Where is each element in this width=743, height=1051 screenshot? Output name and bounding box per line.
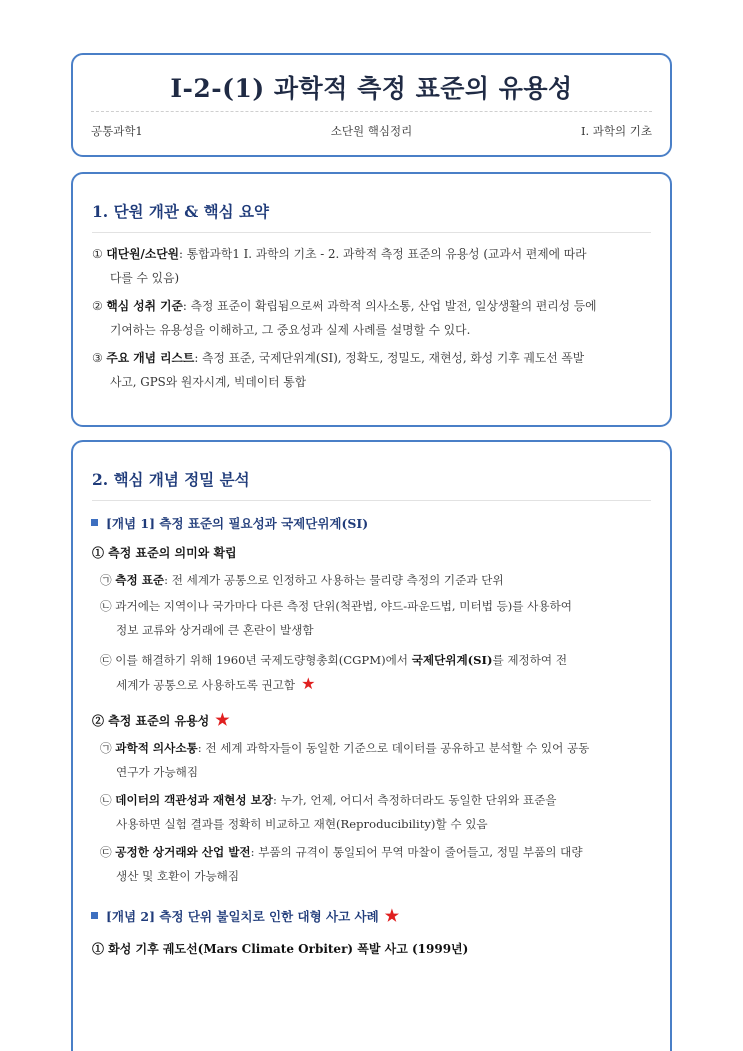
- overview-item: [92, 242, 651, 290]
- item-label: 핵심 성취 기준: [106, 299, 183, 313]
- item-text: : 통합과학1 Ⅰ. 과학의 기초 - 2. 과학적 측정 표준의 유용성 (교과서 편제에 따라: [179, 247, 587, 261]
- item-label: 데이터의 객관성과 재현성 보장: [115, 793, 274, 807]
- subsection-heading: ① 화성 기후 궤도선(Mars Climate Orbiter) 폭발 사고 (1999년): [92, 942, 469, 956]
- star-icon: ★: [301, 674, 316, 693]
- section-divider: [92, 232, 651, 233]
- item-text: 를 제정하여 전: [492, 653, 568, 667]
- section-overview: [71, 172, 672, 427]
- square-bullet-icon: [91, 912, 98, 919]
- item-text: : 측정 표준이 확립됨으로써 과학적 의사소통, 산업 발전, 일상생활의 편리성 등에: [182, 299, 597, 313]
- item-text-cont: 다를 수 있음): [110, 271, 180, 285]
- concept-item: [100, 736, 651, 784]
- item-number: ㉢: [100, 845, 112, 859]
- overview-item: [92, 294, 651, 342]
- item-text-cont: 연구가 가능해짐: [116, 765, 199, 779]
- item-text-cont: 세계가 공통으로 사용하도록 권고함 ★: [116, 674, 316, 693]
- doc-type-label: 소단원 핵심정리: [330, 124, 413, 138]
- item-label: 과학적 의사소통: [115, 741, 198, 755]
- item-text: : 전 세계가 공통으로 인정하고 사용하는 물리량 측정의 기준과 단위: [164, 573, 504, 587]
- chapter-label: Ⅰ. 과학의 기초: [580, 124, 652, 138]
- page-title: Ⅰ-2-(1) 과학적 측정 표준의 유용성: [170, 74, 573, 103]
- concept-item: [100, 840, 651, 888]
- item-number: ㉠: [100, 741, 112, 755]
- star-icon: ★: [215, 710, 230, 729]
- section-analysis: [71, 440, 672, 1051]
- title-panel: [71, 53, 672, 157]
- concept-title: [개념 2] 측정 단위 불일치로 인한 대형 사고 사례 ★: [91, 906, 399, 925]
- item-number: ㉠: [100, 573, 112, 587]
- section-heading: 2. 핵심 개념 정밀 분석: [92, 470, 250, 489]
- concept-item: [100, 568, 651, 592]
- item-text: 이를 해결하기 위해 1960년 국제도량형총회(CGPM)에서: [115, 653, 408, 667]
- item-label: 공정한 상거래와 산업 발전: [115, 845, 251, 859]
- item-text-cont: 사고, GPS와 원자시계, 빅데이터 통합: [110, 375, 307, 389]
- item-text-cont: 생산 및 호환이 가능해짐: [116, 869, 240, 883]
- item-text: 과거에는 지역이나 국가마다 다른 측정 단위(척관법, 야드-파운드법, 미터법 등)를 사용하여: [115, 599, 572, 613]
- item-number: ③: [92, 351, 103, 365]
- item-number: ①: [92, 247, 103, 261]
- section-heading: 1. 단원 개관 & 핵심 요약: [92, 202, 269, 221]
- item-number: ②: [92, 299, 103, 313]
- concept-item: [100, 594, 651, 642]
- overview-item: [92, 346, 651, 394]
- item-number: ㉡: [100, 599, 112, 613]
- title-divider: [91, 111, 652, 112]
- item-text: : 전 세계 과학자들이 동일한 기준으로 데이터를 공유하고 분석할 수 있어 공동: [197, 741, 590, 755]
- item-text: : 측정 표준, 국제단위계(SI), 정확도, 정밀도, 재현성, 화성 기후 궤도선 폭발: [194, 351, 585, 365]
- subsection-heading: ① 측정 표준의 의미와 확립: [92, 546, 237, 560]
- item-number: ㉢: [100, 653, 112, 667]
- subject-label: 공통과학1: [91, 124, 143, 138]
- square-bullet-icon: [91, 519, 98, 526]
- star-icon: ★: [384, 906, 400, 925]
- concept-title: [개념 1] 측정 표준의 필요성과 국제단위계(SI): [91, 514, 368, 532]
- section-divider: [92, 500, 651, 501]
- subsection-heading: ② 측정 표준의 유용성 ★: [92, 710, 230, 729]
- item-text: : 누가, 언제, 어디서 측정하더라도 동일한 단위와 표준을: [273, 793, 557, 807]
- item-label: 대단원/소단원: [106, 247, 180, 261]
- concept-item: [100, 648, 651, 697]
- item-label: 측정 표준: [115, 573, 165, 587]
- item-text: : 부품의 규격이 통일되어 무역 마찰이 줄어들고, 정밀 부품의 대량: [250, 845, 583, 859]
- item-number: ㉡: [100, 793, 112, 807]
- item-label: 국제단위계(SI): [411, 653, 493, 667]
- concept-item: [100, 788, 651, 836]
- item-text-cont: 사용하면 실험 결과를 정확히 비교하고 재현(Reproducibility)할 수 있음: [116, 817, 488, 831]
- item-label: 주요 개념 리스트: [106, 351, 195, 365]
- item-text-cont: 정보 교류와 상거래에 큰 혼란이 발생함: [116, 623, 314, 637]
- item-text-cont: 기여하는 유용성을 이해하고, 그 중요성과 실제 사례를 설명할 수 있다.: [110, 323, 471, 337]
